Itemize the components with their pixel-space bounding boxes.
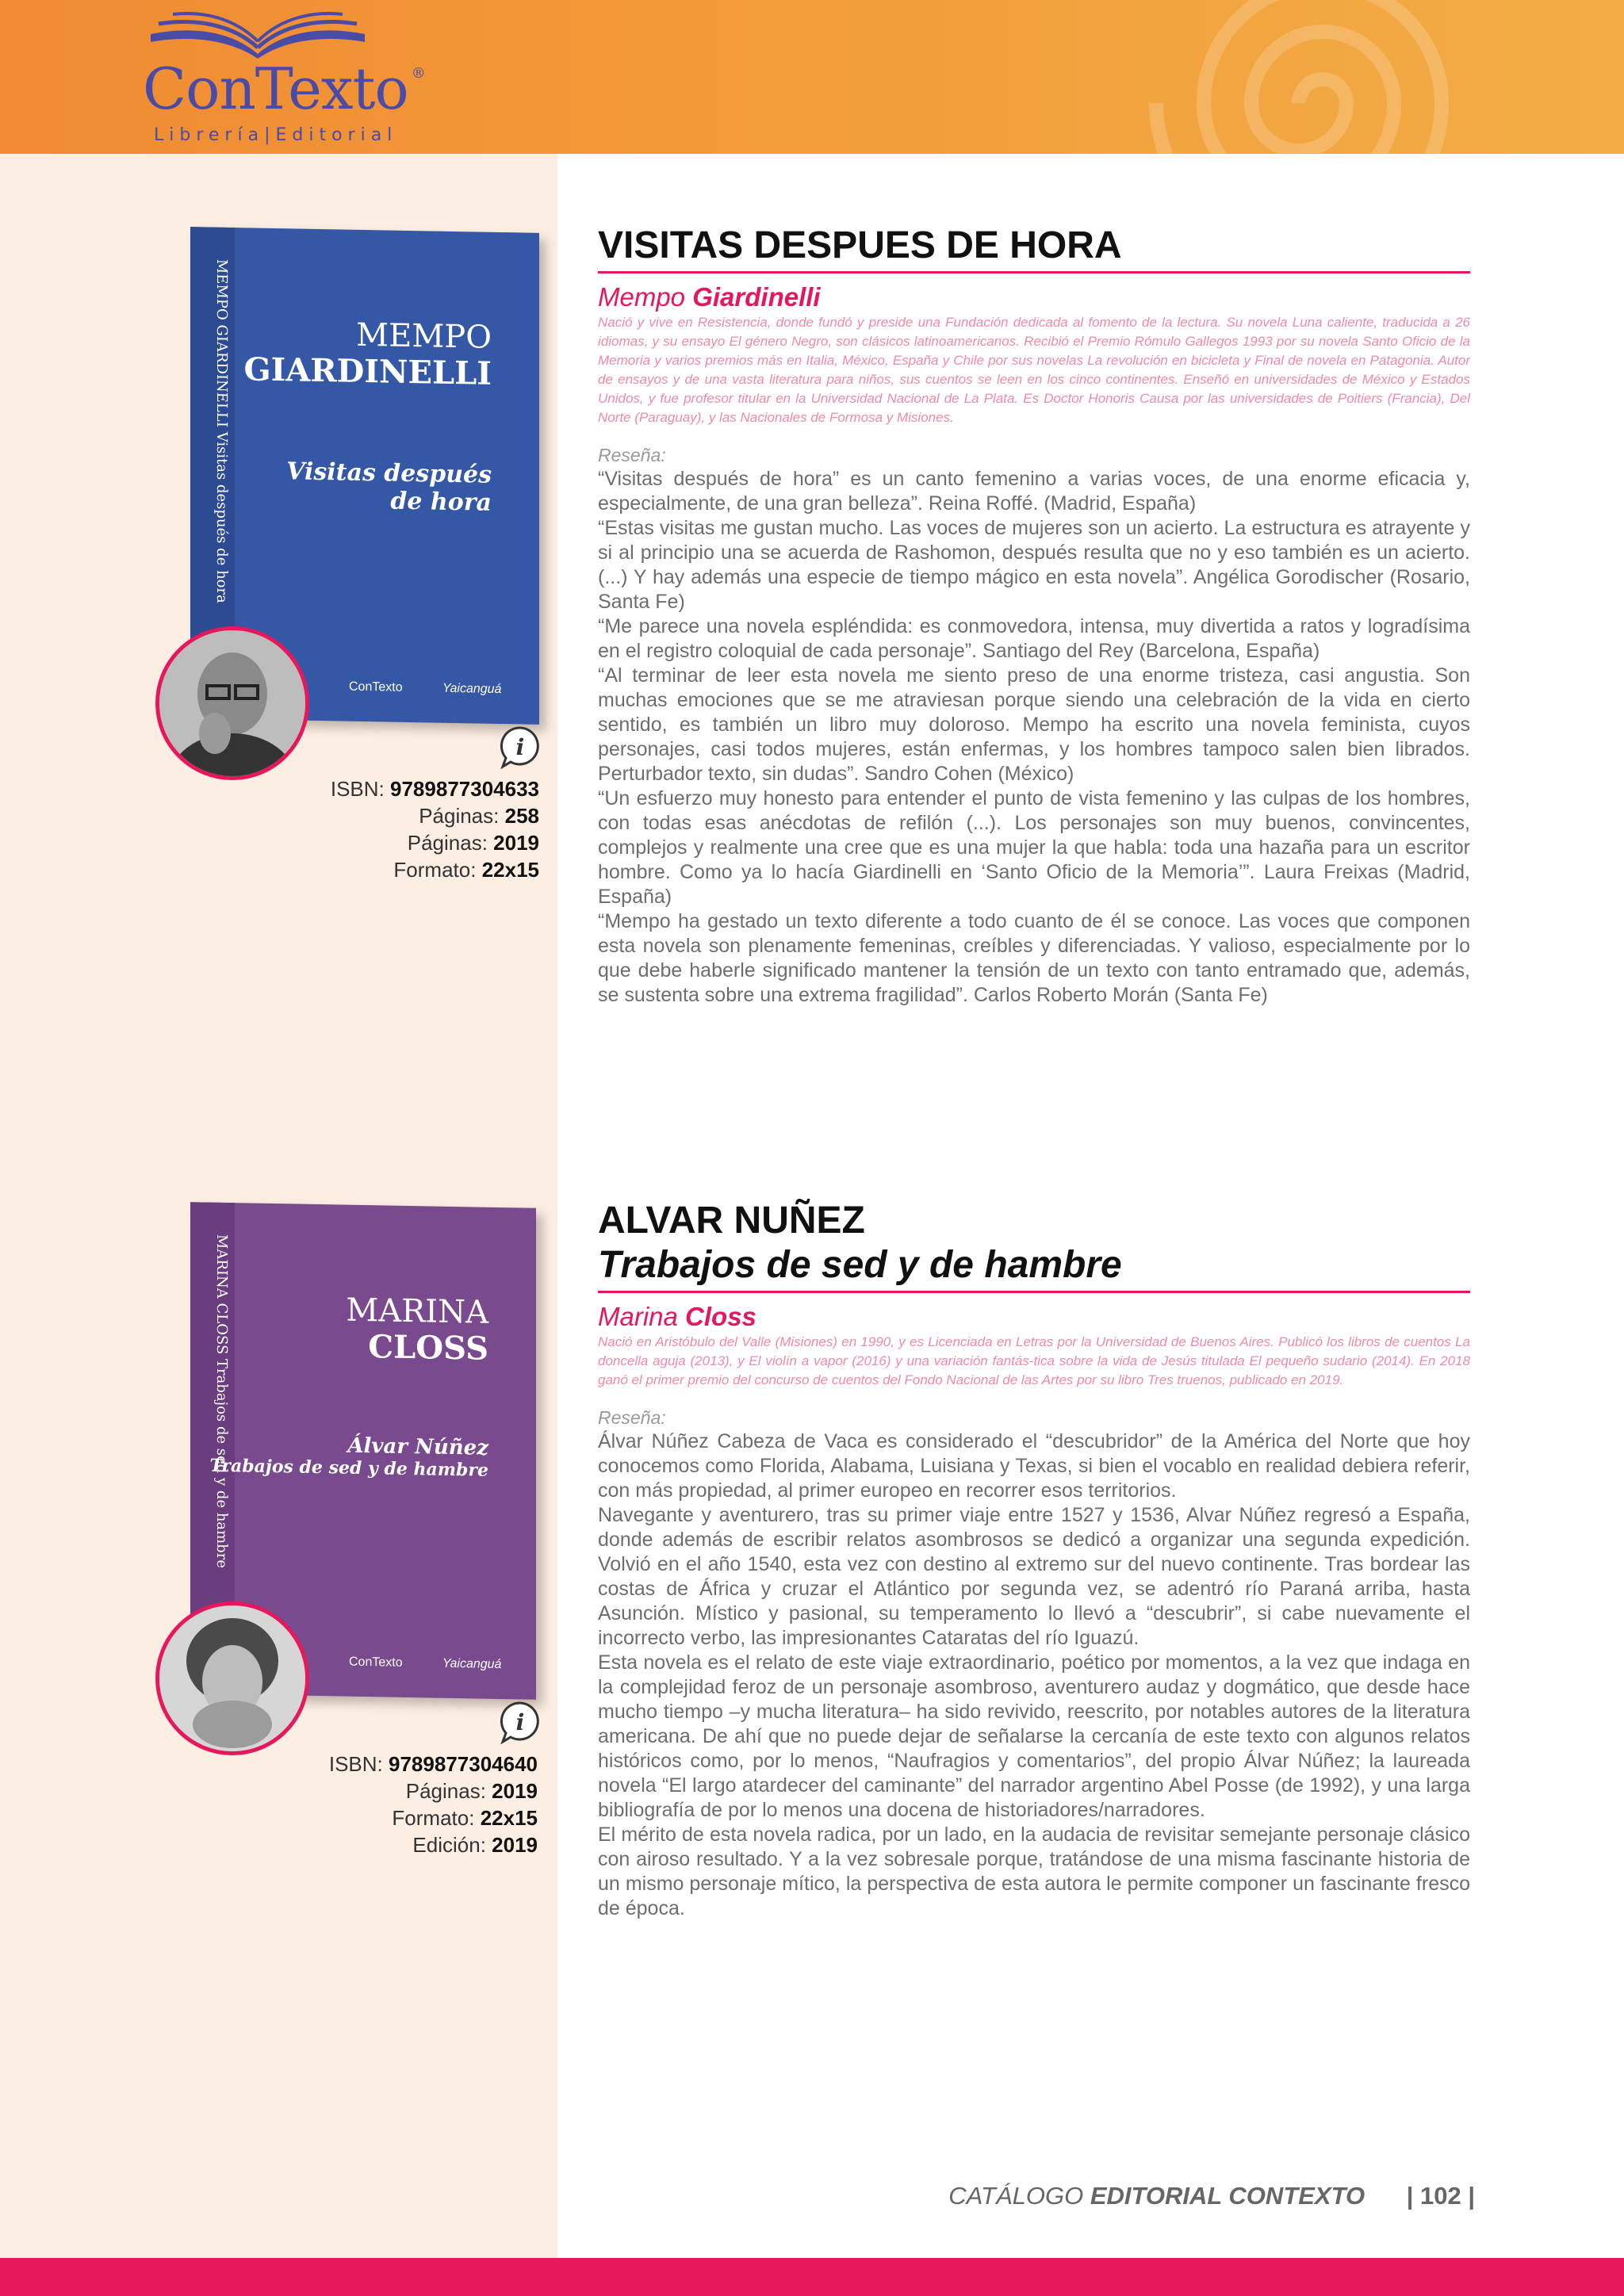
svg-text:i: i <box>515 734 525 760</box>
review-paragraph: “Visitas después de hora” es un canto femenino a varias voces, de una enorme eficacia y, especialmente, de una gran belleza”. Reina Roffé. (Madrid, España) <box>598 468 1470 515</box>
decorative-swirl <box>1116 0 1529 154</box>
title-rule <box>598 1291 1470 1293</box>
book2-title: ALVAR NUÑEZ <box>598 1200 865 1242</box>
book1-metadata <box>143 775 539 883</box>
book2-metadata <box>141 1751 538 1858</box>
review-paragraph: “Mempo ha gestado un texto diferente a todo cuanto de él se conoce. Las voces que componen esta novela son plenamente femeninas, creíbles y diferenciadas. Y valioso, especialmente por lo que debe haberle significado mantener la tensión de un texto con tanto entramado que, además, se sustenta sobre una extrema fragilidad”. Carlos Roberto Morán (Santa Fe) <box>598 910 1470 1006</box>
author-photo-closs <box>155 1601 309 1755</box>
book2-review <box>598 1429 1470 1921</box>
review-paragraph: “Estas visitas me gustan mucho. Las voces de mujeres son un acierto. La estructura es atrayente y si al principio una se acuerda de Rashomon, después resulta que no y eso también es un acierto. (...) Y hay además una especie de tiempo mágico en esta novela”. Angélica Gorodischer (Rosario, Santa Fe) <box>598 517 1470 613</box>
review-paragraph: El mérito de esta novela radica, por un lado, en la audacia de revisitar semejante personaje clásico con airoso resultado. Y a la vez sobresale porque, tratándose de una misma fascinante historia de un mismo personaje mítico, la perspectiva de esta autora le permite componer un fascinante fresco de época. <box>598 1823 1470 1919</box>
format-line: Formato: 22x15 <box>392 1806 538 1830</box>
info-icon[interactable] <box>498 1700 542 1744</box>
svg-text:i: i <box>515 1709 525 1735</box>
book1-author-bio: Nació y vive en Resistencia, donde fundó y preside una Fundación dedicada al fomento de la lectura. Su novela Luna caliente, traducida a 26 idiomas, y su ensayo El género Negro, son clásicos latinoamericanos. Recibió el Premio Rómulo Gallegos 1993 por su novela Santo Oficio de la Memoria y varios premios más en Italia, México, España y Chile por sus novelas La revolución en bicicleta y Final de novela en Patagonia. Autor de ensayos y de una vasta literatura para niños, sus cuentos se leen en los cinco continentes. Enseñó en universidades de México y Estados Unidos, y fue profesor titular en la Universidad Nacional de La Plata. Es Doctor Honoris Causa por las universidades de Poitiers (Francia), Del Norte (Paraguay), y las Nacionales de Formosa y Misiones. <box>598 315 1470 425</box>
portrait-placeholder <box>159 1605 305 1751</box>
cover-author: MEMPO GIARDINELLI <box>243 316 492 392</box>
review-paragraph: “Un esfuerzo muy honesto para entender el punto de vista femenino y las culpas de los hombres, con todas esas anécdotas de refilón (...). Los personajes son muy buenos, convincentes, complejos y realmente una cree que es una mujer la que habla: toda una hazaña para un escritor hombre. Como ya lo hacía Giardinelli en ‘Santo Oficio de la Memoria’”. Laura Freixas (Madrid, España) <box>598 787 1470 908</box>
footer-editorial: EDITORIAL CONTEXTO <box>1090 2182 1365 2210</box>
format-line: Formato: 22x15 <box>393 858 539 882</box>
pages-line: Páginas: 2019 <box>405 1779 538 1803</box>
isbn-line: ISBN: 9789877304633 <box>330 777 539 801</box>
info-icon[interactable] <box>498 725 542 769</box>
isbn-line: ISBN: 9789877304640 <box>328 1752 538 1776</box>
review-paragraph: Esta novela es el relato de este viaje extraordinario, poético por momentos, a la vez que indaga en la complejidad feroz de un personaje asombroso, aventurero audaz y dogmático, que desde hace mucho tiempo –y mucha literatura– ha sido revivido, reescrito, por notables autores de la literatura americana. De ahí que no puede dejar de señalarse la cercanía de este texto con algunos relatos históricos como, por lo menos, “Naufragios y comentarios”, del propio Álvar Núñez; la laureada novela “El largo atardecer del caminante” del narrador argentino Abel Posse (de 1992), y una larga bibliografía de por lo menos una docena de historiadores/narradores. <box>598 1651 1470 1821</box>
cover-collection: Yaicanguá <box>442 681 502 697</box>
book2-content <box>598 1199 1470 1921</box>
spine-text: MEMPO GIARDINELLI Visitas después de hora <box>213 258 230 604</box>
review-paragraph: Álvar Núñez Cabeza de Vaca es considerado el “descubridor” de la América del Norte que hoy conocemos como Florida, Alabama, Luisiana y Texas, si bien el vocablo en realidad debiera referir, con más propiedad, al primer europeo en recorrer esos territorios. <box>598 1430 1470 1502</box>
cover-title: Visitas después de hora <box>286 457 492 517</box>
year-line: Páginas: 2019 <box>407 831 539 855</box>
book1-review <box>598 467 1470 1008</box>
cover-publisher: ConTexto <box>349 679 403 695</box>
review-paragraph: “Al terminar de leer esta novela me siento preso de una enorme tristeza, casi angustia. Son muchas emociones que se me atraviesan porque siendo una celebración de la vida en cierto sentido, es también un libro muy doloroso. Mempo ha escrito una novela feminista, cuyos personajes, casi todos mujeres, están enfermas, y los hombres tampoco salen bien librados. Perturbador texto, sin dudas”. Sandro Cohen (México) <box>598 664 1470 785</box>
cover-author: MARINA CLOSS <box>346 1292 488 1368</box>
author-photo-giardinelli <box>155 626 309 780</box>
pages-line: Páginas: 258 <box>419 804 539 828</box>
open-book-icon <box>143 6 373 62</box>
review-paragraph: Navegante y aventurero, tras su primer viaje entre 1527 y 1536, Alvar Núñez regresó a España, donde además de escribir relatos asombrosos se dedicó a organizar una segunda expedición. Volvió en el año 1540, esta vez con destino al extremo sur del nuevo continente. Tras bordear las costas de África y cruzar el Atlántico por segunda vez, se adentró río Paraná arriba, hasta Asunción. Místico y pasional, su temperamento lo llevó a “descubrir”, si cabe nuevamente el incorrecto verbo, las impresionantes Cataratas del río Iguazú. <box>598 1504 1470 1649</box>
book2-author-bio: Nació en Aristóbulo del Valle (Misiones) en 1990, y es Licenciada en Letras por la Universidad de Buenos Aires. Publicó los libros de cuentos La doncella aguja (2013), y El violín a vapor (2016) y una variación fantás-tica sobre la vida de Jesús titulada El pequeño sudario (2014). En 2018 ganó el primer premio del concurso de cuentos del Fondo Nacional de las Artes por su libro Tres truenos, publicado en 2019. <box>598 1334 1470 1387</box>
page-number: | 102 | <box>1406 2182 1475 2210</box>
cover-collection: Yaicanguá <box>442 1656 502 1672</box>
book1-author: Mempo Giardinelli <box>598 282 821 312</box>
cover-title: Álvar Núñez Trabajos de sed y de hambre <box>209 1433 488 1481</box>
review-label: Reseña: <box>598 1407 666 1428</box>
portrait-placeholder <box>159 630 305 776</box>
contexto-logo[interactable] <box>143 6 425 149</box>
footer-catalog: CATÁLOGO <box>948 2182 1084 2210</box>
logo-wordmark: ConTexto ® <box>143 55 425 122</box>
book2-subtitle: Trabajos de sed y de hambre <box>598 1244 1122 1286</box>
page-footer <box>936 2182 1475 2210</box>
logo-subtitle: Librería|Editorial <box>154 125 398 145</box>
bottom-bar <box>0 2258 1624 2296</box>
review-label: Reseña: <box>598 445 666 465</box>
book1-title: VISITAS DESPUES DE HORA <box>598 224 1122 266</box>
spine-text: MARINA CLOSS Trabajos de sed y de hambre <box>213 1234 230 1569</box>
cover-publisher: ConTexto <box>349 1655 403 1670</box>
book2-author: Marina Closs <box>598 1302 756 1331</box>
review-paragraph: “Me parece una novela espléndida: es conmovedora, intensa, muy divertida a ratos y logradísima en el registro coloquial de cada personaje”. Santiago del Rey (Barcelona, España) <box>598 615 1470 662</box>
title-rule <box>598 271 1470 274</box>
edition-line: Edición: 2019 <box>412 1833 538 1857</box>
page-header <box>0 0 1624 154</box>
book1-content <box>598 224 1470 1008</box>
